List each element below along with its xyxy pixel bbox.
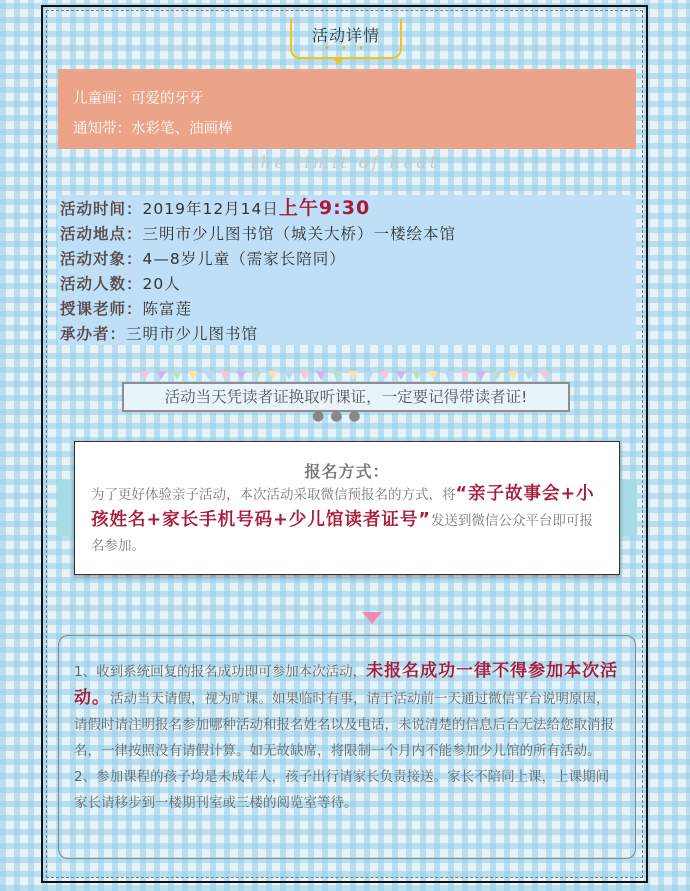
registration-card [74,441,620,575]
title-dots: • • • [323,43,369,54]
registration-text-1: 为了更好体验亲子活动，本次活动采取微信预报名的方式，将 [91,487,456,503]
info-time-clock: 上午9:30 [278,197,371,219]
info-time-date: 2019年12月14日 [142,200,279,218]
section-title-box [290,19,402,59]
info-place-label: 活动地点： [60,225,143,243]
activity-info-block [58,195,636,345]
rules-box [58,635,636,859]
info-teacher-label: 授课老师： [60,300,143,318]
bunting-decoration [137,365,562,381]
rule-2: 2、参加课程的孩子均是未成年人，孩子出行请家长负责接送。家长不陪同上课，上课期间家长请移步到一楼期刊室或三楼的阅览室等待。 [74,769,610,811]
script-decoration: the limit of heat [250,153,440,173]
info-place-value: 三明市少儿图书馆（城关大桥）一楼绘本馆 [142,225,457,243]
info-time [60,196,636,222]
speech-tail-icon [332,57,344,65]
info-target-value: 4—8岁儿童（需家长陪同） [142,250,346,268]
triangle-down-icon [362,612,382,624]
intro-line-2: 通知带：水彩笔、油画棒 [73,121,233,137]
registration-title: 报名方式： [304,462,390,481]
registration-body [91,482,605,559]
registration-text-2: 发送到微信公众平台即可报名参加。 [91,513,593,554]
info-host [60,322,636,347]
section-title: 活动详情 [311,26,380,45]
info-target [60,247,636,272]
rule-1-start: 1、收到系统回复的报名成功即可参加本次活动， [74,664,367,680]
rule-1 [74,658,621,764]
info-teacher-value: 陈富莲 [142,300,193,318]
info-count-value: 20人 [142,275,181,293]
rule-1-highlight: 未报名成功一律不得参加本次活动。 [74,661,619,708]
intro-line-1: 儿童画：可爱的牙牙 [73,91,204,107]
info-host-label: 承办者： [60,325,127,343]
intro-banner [58,69,636,149]
info-teacher [60,297,636,322]
info-time-label: 活动时间： [60,200,143,218]
info-target-label: 活动对象： [60,250,143,268]
info-count-label: 活动人数： [60,275,143,293]
info-host-value: 三明市少儿图书馆 [126,325,259,343]
notice-text: 活动当天凭读者证换取听课证，一定要记得带读者证! [164,388,528,406]
notice-dots-decoration: ●●● [312,408,367,424]
info-count [60,272,636,297]
registration-highlight: “亲子故事会+小孩姓名+家长手机号码+少儿馆读者证号” [91,484,595,530]
rule-1-rest: 活动当天请假，视为旷课。如果临时有事，请于活动前一天通过微信平台说明原因，请假时请注明报名参加哪种活动和报名姓名以及电话，未说清楚的信息后台无法给您取消报名，一律按照没有请假计算。如无故缺席，将限制一个月内不能参加少儿馆的所有活动。 [74,691,614,759]
info-place [60,222,636,247]
